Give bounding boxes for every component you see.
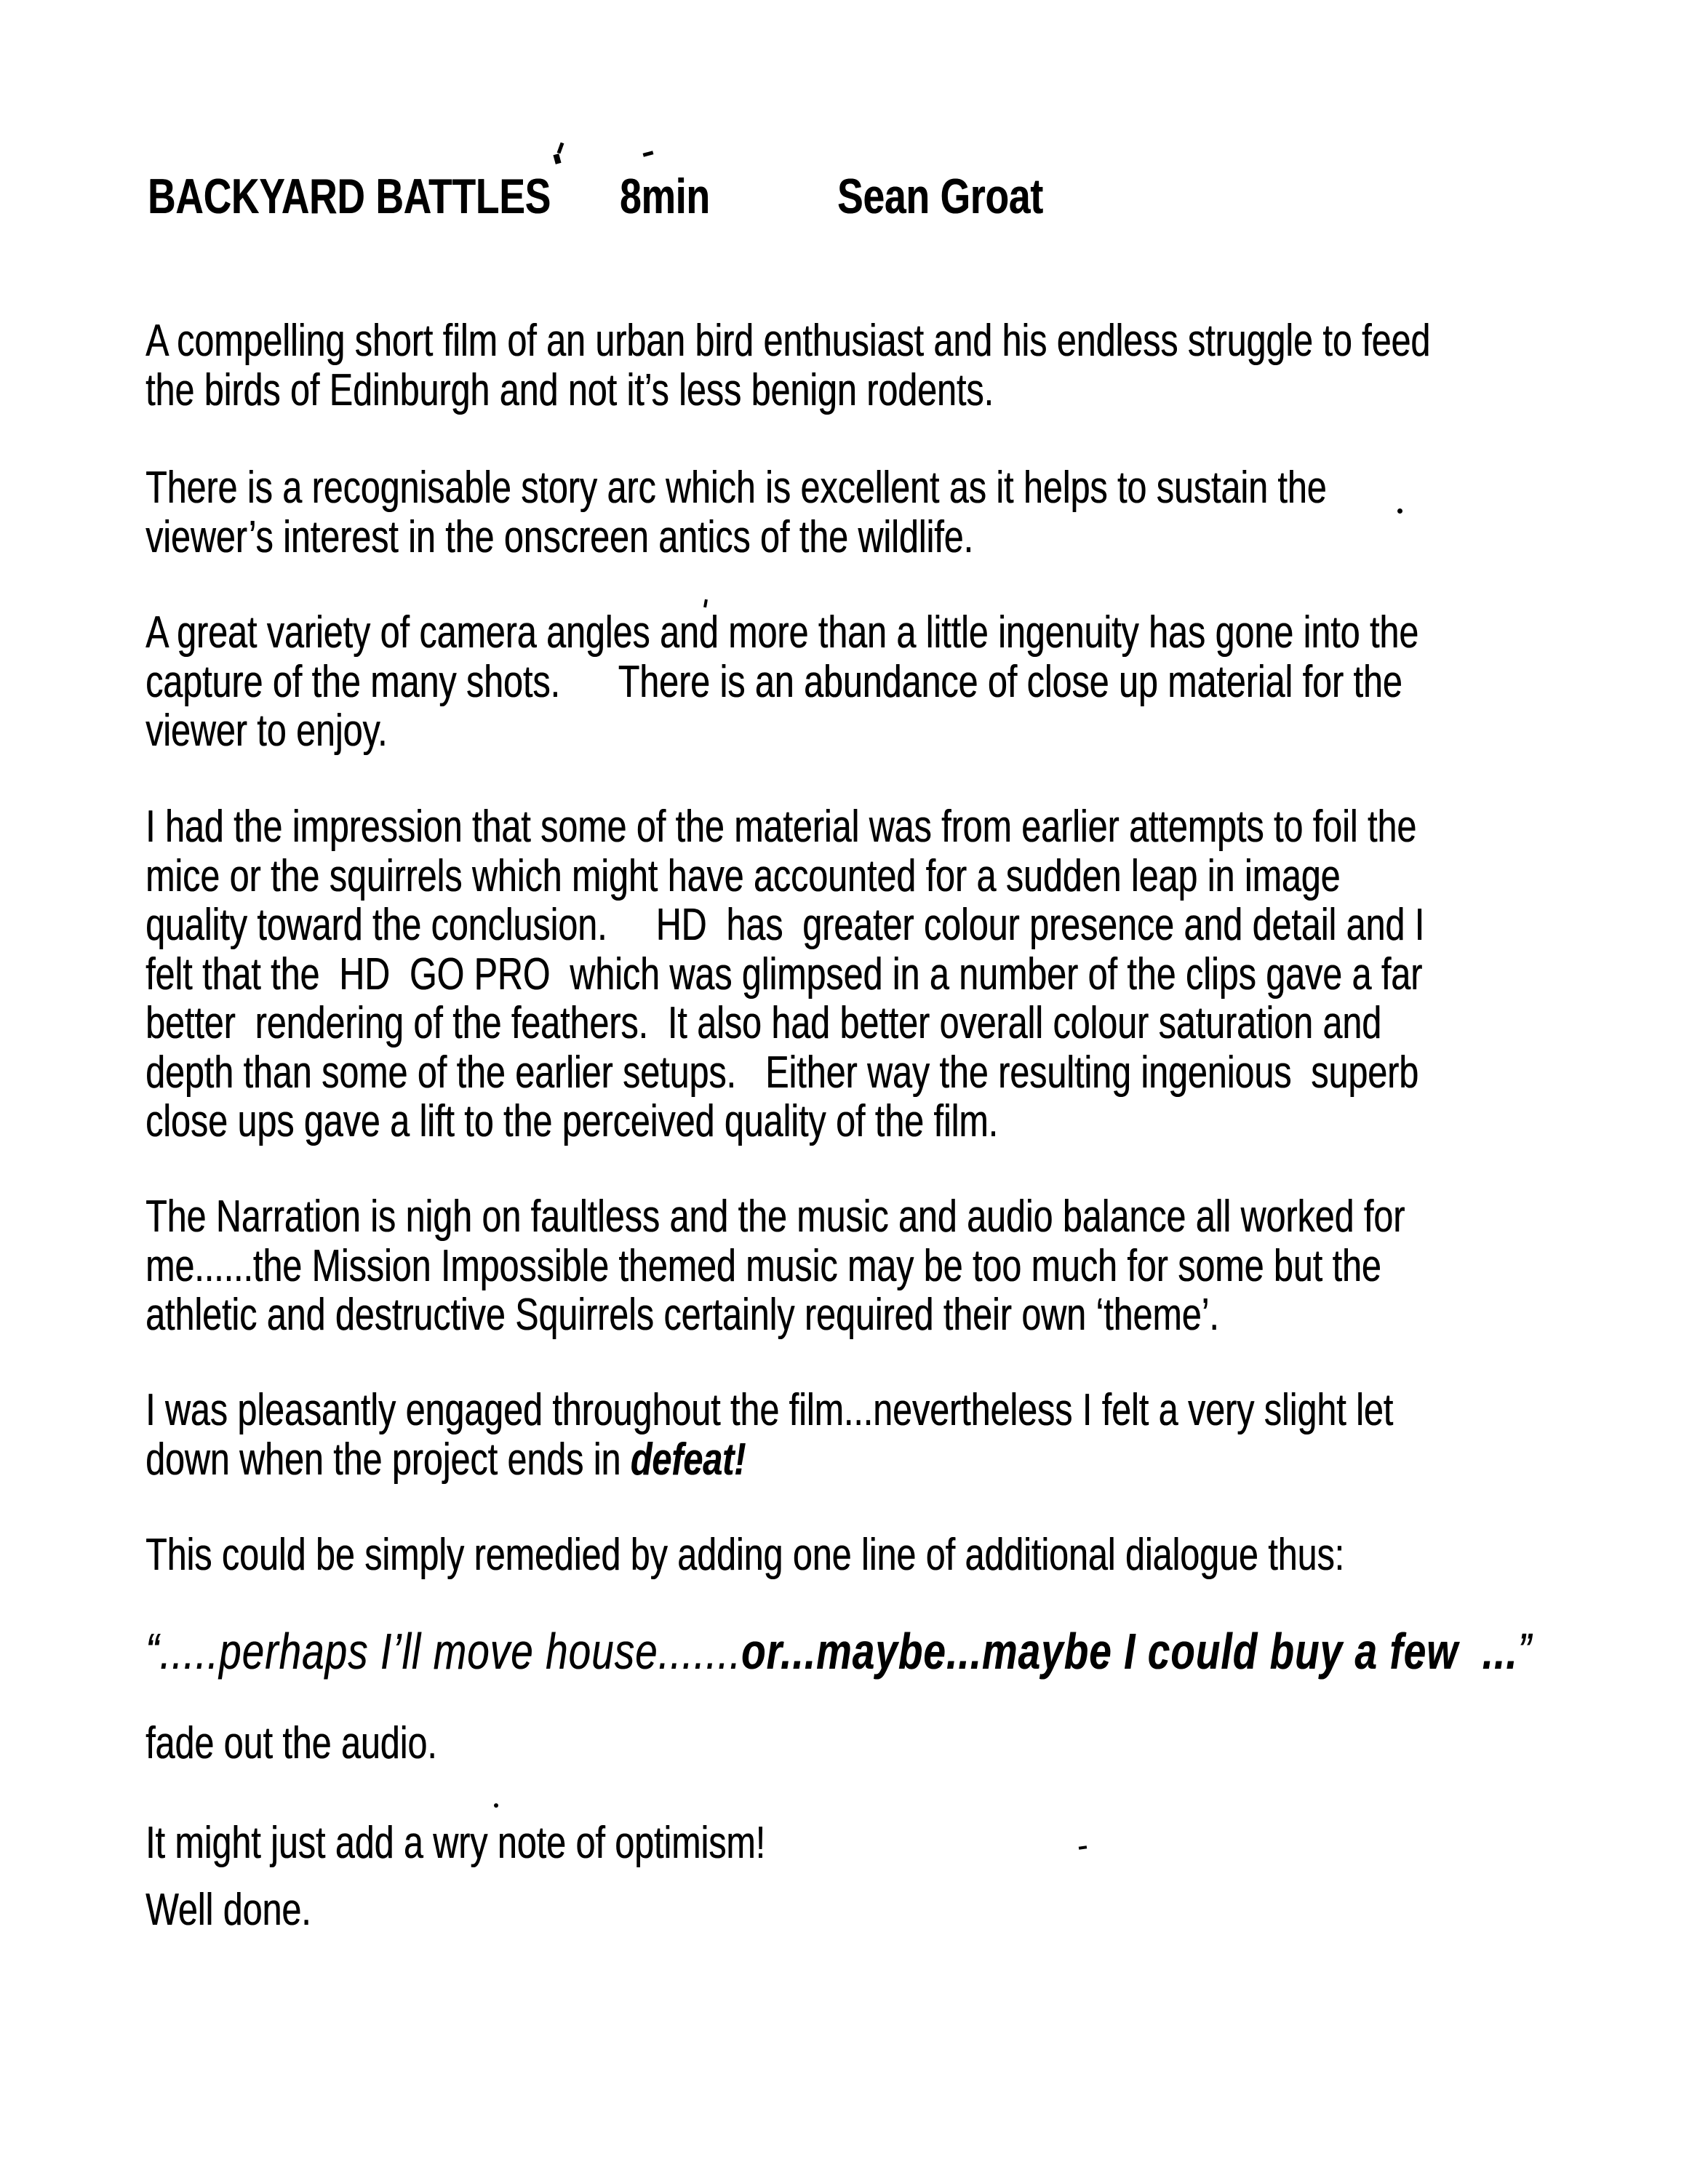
text-line [145, 802, 1424, 852]
film-duration: 8min [620, 169, 710, 224]
text-line [145, 1623, 1532, 1680]
text-line [145, 608, 1418, 658]
text-segment: A compelling short film of an urban bird enthusiast and his endless struggle to feed [145, 316, 1431, 366]
text-segment: me......the Mission Impossible themed music may be too much for some but the [145, 1240, 1381, 1291]
text-line [145, 950, 1424, 999]
text-line [145, 1885, 311, 1935]
paragraph-p2 [145, 463, 1327, 562]
text-segment: quality toward the conclusion. HD has greater colour presence and detail and I [145, 900, 1425, 950]
text-line [145, 852, 1424, 901]
paragraph-p4 [145, 802, 1424, 1146]
text-line [145, 1290, 1405, 1340]
text-segment: The Narration is nigh on faultless and the music and audio balance all worked for [145, 1192, 1405, 1242]
text-segment: A great variety of camera angles and more than a little ingenuity has gone into the [145, 607, 1419, 658]
paragraph-p1 [145, 316, 1430, 415]
text-line [145, 1531, 1344, 1580]
text-line [145, 366, 1430, 415]
scan-speck [553, 153, 561, 164]
text-segment: “.....perhaps I’ll move house....... [145, 1623, 741, 1680]
text-line [145, 1819, 765, 1868]
text-segment: mice or the squirrels which might have accounted for a sudden leap in image [145, 850, 1341, 901]
text-segment: fade out the audio. [145, 1718, 437, 1768]
text-segment: depth than some of the earlier setups. Either way the resulting ingenious superb [145, 1047, 1419, 1098]
scan-speck [1079, 1845, 1087, 1849]
scan-speck [557, 143, 564, 154]
text-line [145, 706, 1418, 756]
paragraph-p9 [145, 1719, 437, 1768]
film-title: BACKYARD BATTLES [148, 169, 551, 224]
reviewer-name: Sean Groat [837, 169, 1043, 224]
text-line [145, 1192, 1405, 1242]
text-line [145, 1386, 1393, 1435]
text-segment: I was pleasantly engaged throughout the film...nevertheless I felt a very slight let [145, 1385, 1394, 1435]
paragraph-p5 [145, 1192, 1405, 1340]
text-line [145, 1097, 1424, 1146]
text-segment: This could be simply remedied by adding one line of additional dialogue thus: [145, 1530, 1344, 1580]
text-segment: the birds of Edinburgh and not it’s less benign rodents. [145, 364, 994, 415]
paragraph-p11 [145, 1885, 311, 1935]
quote-paragraph [145, 1623, 1532, 1680]
text-segment: I had the impression that some of the material was from earlier attempts to foil the [145, 802, 1417, 852]
text-line [145, 513, 1327, 562]
text-line [145, 1242, 1405, 1291]
text-segment: or...maybe...maybe I could buy a few ... [741, 1623, 1518, 1680]
text-segment: better rendering of the feathers. It also had better overall colour saturation and [145, 998, 1382, 1048]
paragraph-p6 [145, 1386, 1393, 1484]
text-segment: defeat! [630, 1434, 746, 1485]
text-segment: felt that the HD GO PRO which was glimpsed in a number of the clips gave a far [145, 949, 1423, 999]
text-line [145, 999, 1424, 1048]
text-segment: ” [1517, 1623, 1532, 1680]
text-segment: viewer’s interest in the onscreen antics of the wildlife. [145, 511, 973, 562]
paragraph-p7 [145, 1531, 1344, 1580]
text-line [145, 901, 1424, 950]
text-segment: viewer to enjoy. [145, 706, 388, 756]
text-line [145, 463, 1327, 513]
scan-speck [494, 1803, 498, 1808]
paragraph-p10 [145, 1819, 765, 1868]
text-segment: close ups gave a lift to the perceived quality of the film. [145, 1096, 999, 1146]
text-segment: down when the project ends in [145, 1434, 631, 1485]
text-line [145, 316, 1430, 366]
scan-speck [1397, 508, 1402, 514]
scan-speck [643, 151, 654, 156]
text-segment: There is a recognisable story arc which is excellent as it helps to sustain the [145, 463, 1327, 513]
text-segment: capture of the many shots. There is an abundance of close up material for the [145, 656, 1402, 707]
text-line [145, 658, 1418, 707]
text-line [145, 1719, 437, 1768]
paragraph-p3 [145, 608, 1418, 756]
text-segment: Well done. [145, 1885, 311, 1935]
text-line [145, 1048, 1424, 1098]
text-line [145, 1435, 1393, 1485]
text-segment: It might just add a wry note of optimism! [145, 1818, 766, 1868]
text-segment: athletic and destructive Squirrels certainly required their own ‘theme’. [145, 1290, 1219, 1340]
scan-speck [703, 599, 708, 608]
